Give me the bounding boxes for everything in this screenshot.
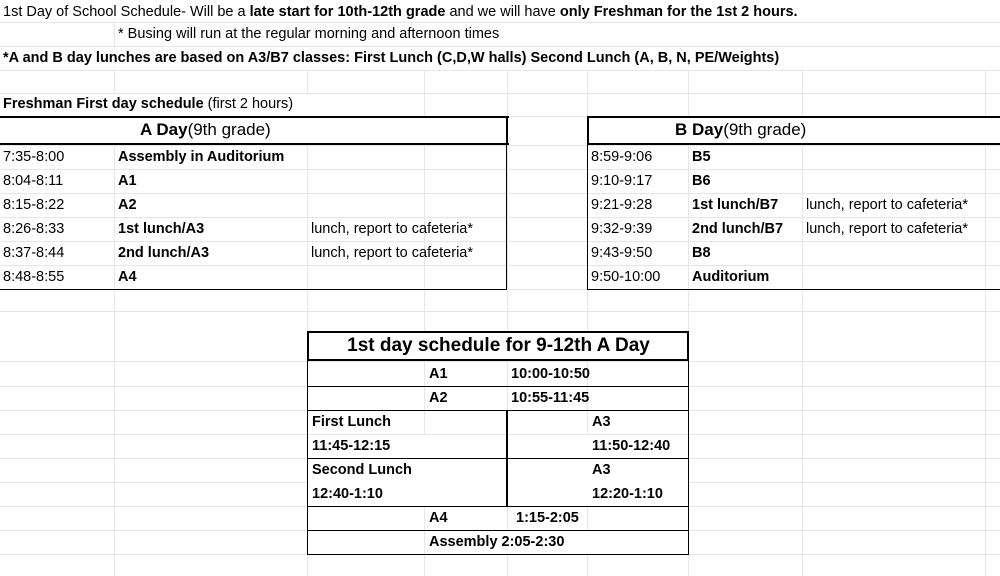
a2-label: A2: [429, 390, 448, 406]
grid-column-line: [985, 0, 986, 576]
b-day-class: B8: [692, 245, 711, 261]
b-day-time: 9:21-9:28: [591, 197, 653, 213]
grid-row-line: [0, 265, 1000, 266]
freshman-schedule-title-rest: (first 2 hours): [203, 96, 294, 112]
a-day-time: 8:37-8:44: [3, 245, 65, 261]
grid-row-line: [0, 311, 1000, 312]
b-day-note: lunch, report to cafeteria*: [806, 221, 969, 237]
b-day-class: 2nd lunch/B7: [692, 221, 784, 237]
first-lunch-label: First Lunch: [312, 414, 391, 430]
grid-column-line: [802, 0, 803, 576]
second-lunch-time: 12:40-1:10: [312, 486, 383, 502]
a1-label: A1: [429, 366, 448, 382]
first-lunch-a3-label: A3: [592, 414, 611, 430]
b-day-header-bold: B Day: [675, 120, 724, 139]
grid-column-line: [114, 0, 115, 576]
a-day-time: 8:48-8:55: [3, 269, 65, 285]
a-day-header-bold: A Day: [140, 120, 188, 139]
a-day-class: A4: [118, 269, 137, 285]
header-line-1-late-start: late start for 10th-12th grade: [249, 4, 446, 20]
second-lunch-a3-label: A3: [592, 462, 611, 478]
b-day-header-rest: (9th grade): [723, 120, 807, 139]
first-lunch-time: 11:45-12:15: [312, 438, 391, 454]
a-day-class: Assembly in Auditorium: [118, 149, 285, 165]
header-line-1-freshman-only: only Freshman for the 1st 2 hours.: [559, 4, 798, 20]
full-day-title: 1st day schedule for 9-12th A Day: [347, 335, 650, 356]
grid-row-line: [0, 361, 1000, 362]
grid-row-line: [0, 70, 1000, 71]
a-day-time: 8:26-8:33: [3, 221, 65, 237]
grid-row-line: [0, 169, 1000, 170]
b-day-class: B5: [692, 149, 711, 165]
a-day-note: lunch, report to cafeteria*: [311, 245, 474, 261]
a-day-class: 2nd lunch/A3: [118, 245, 210, 261]
a-day-class: A2: [118, 197, 137, 213]
b-day-class: Auditorium: [692, 269, 770, 285]
second-lunch-label: Second Lunch: [312, 462, 412, 478]
b-day-time: 9:32-9:39: [591, 221, 653, 237]
a-day-header: [140, 118, 271, 142]
a2-time: 10:55-11:45: [511, 390, 590, 406]
lunch-note: *A and B day lunches are based on A3/B7 classes: First Lunch (C,D,W halls) Second Lunch (A, B, N, PE/Weights): [3, 50, 780, 66]
a-day-header-rest: (9th grade): [187, 120, 271, 139]
a1-time: 10:00-10:50: [511, 366, 590, 382]
a-day-time: 8:04-8:11: [3, 173, 64, 189]
a4-time: 1:15-2:05: [516, 510, 579, 526]
b-day-note: lunch, report to cafeteria*: [806, 197, 969, 213]
b-day-class: B6: [692, 173, 711, 189]
b-day-time: 8:59-9:06: [591, 149, 653, 165]
first-lunch-a3-time: 11:50-12:40: [592, 438, 671, 454]
b-day-time: 9:10-9:17: [591, 173, 653, 189]
freshman-schedule-title-bold: Freshman First day schedule: [3, 96, 204, 112]
header-line-1: [3, 0, 798, 24]
header-line-1-text: 1st Day of School Schedule- Will be a: [3, 4, 250, 20]
assembly-row: Assembly 2:05-2:30: [429, 534, 565, 550]
a4-label: A4: [429, 510, 448, 526]
busing-note: * Busing will run at the regular morning and afternoon times: [118, 26, 500, 42]
b-day-time: 9:50-10:00: [591, 269, 661, 285]
b-day-time: 9:43-9:50: [591, 245, 653, 261]
b-day-header: [675, 118, 806, 142]
second-lunch-a3-time: 12:20-1:10: [592, 486, 663, 502]
a-day-time: 7:35-8:00: [3, 149, 65, 165]
a-day-class: A1: [118, 173, 137, 189]
freshman-schedule-title: [3, 92, 293, 116]
a-day-time: 8:15-8:22: [3, 197, 65, 213]
a-day-class: 1st lunch/A3: [118, 221, 205, 237]
b-day-class: 1st lunch/B7: [692, 197, 779, 213]
header-line-1-text-2: and we will have: [445, 4, 560, 20]
a-day-note: lunch, report to cafeteria*: [311, 221, 474, 237]
